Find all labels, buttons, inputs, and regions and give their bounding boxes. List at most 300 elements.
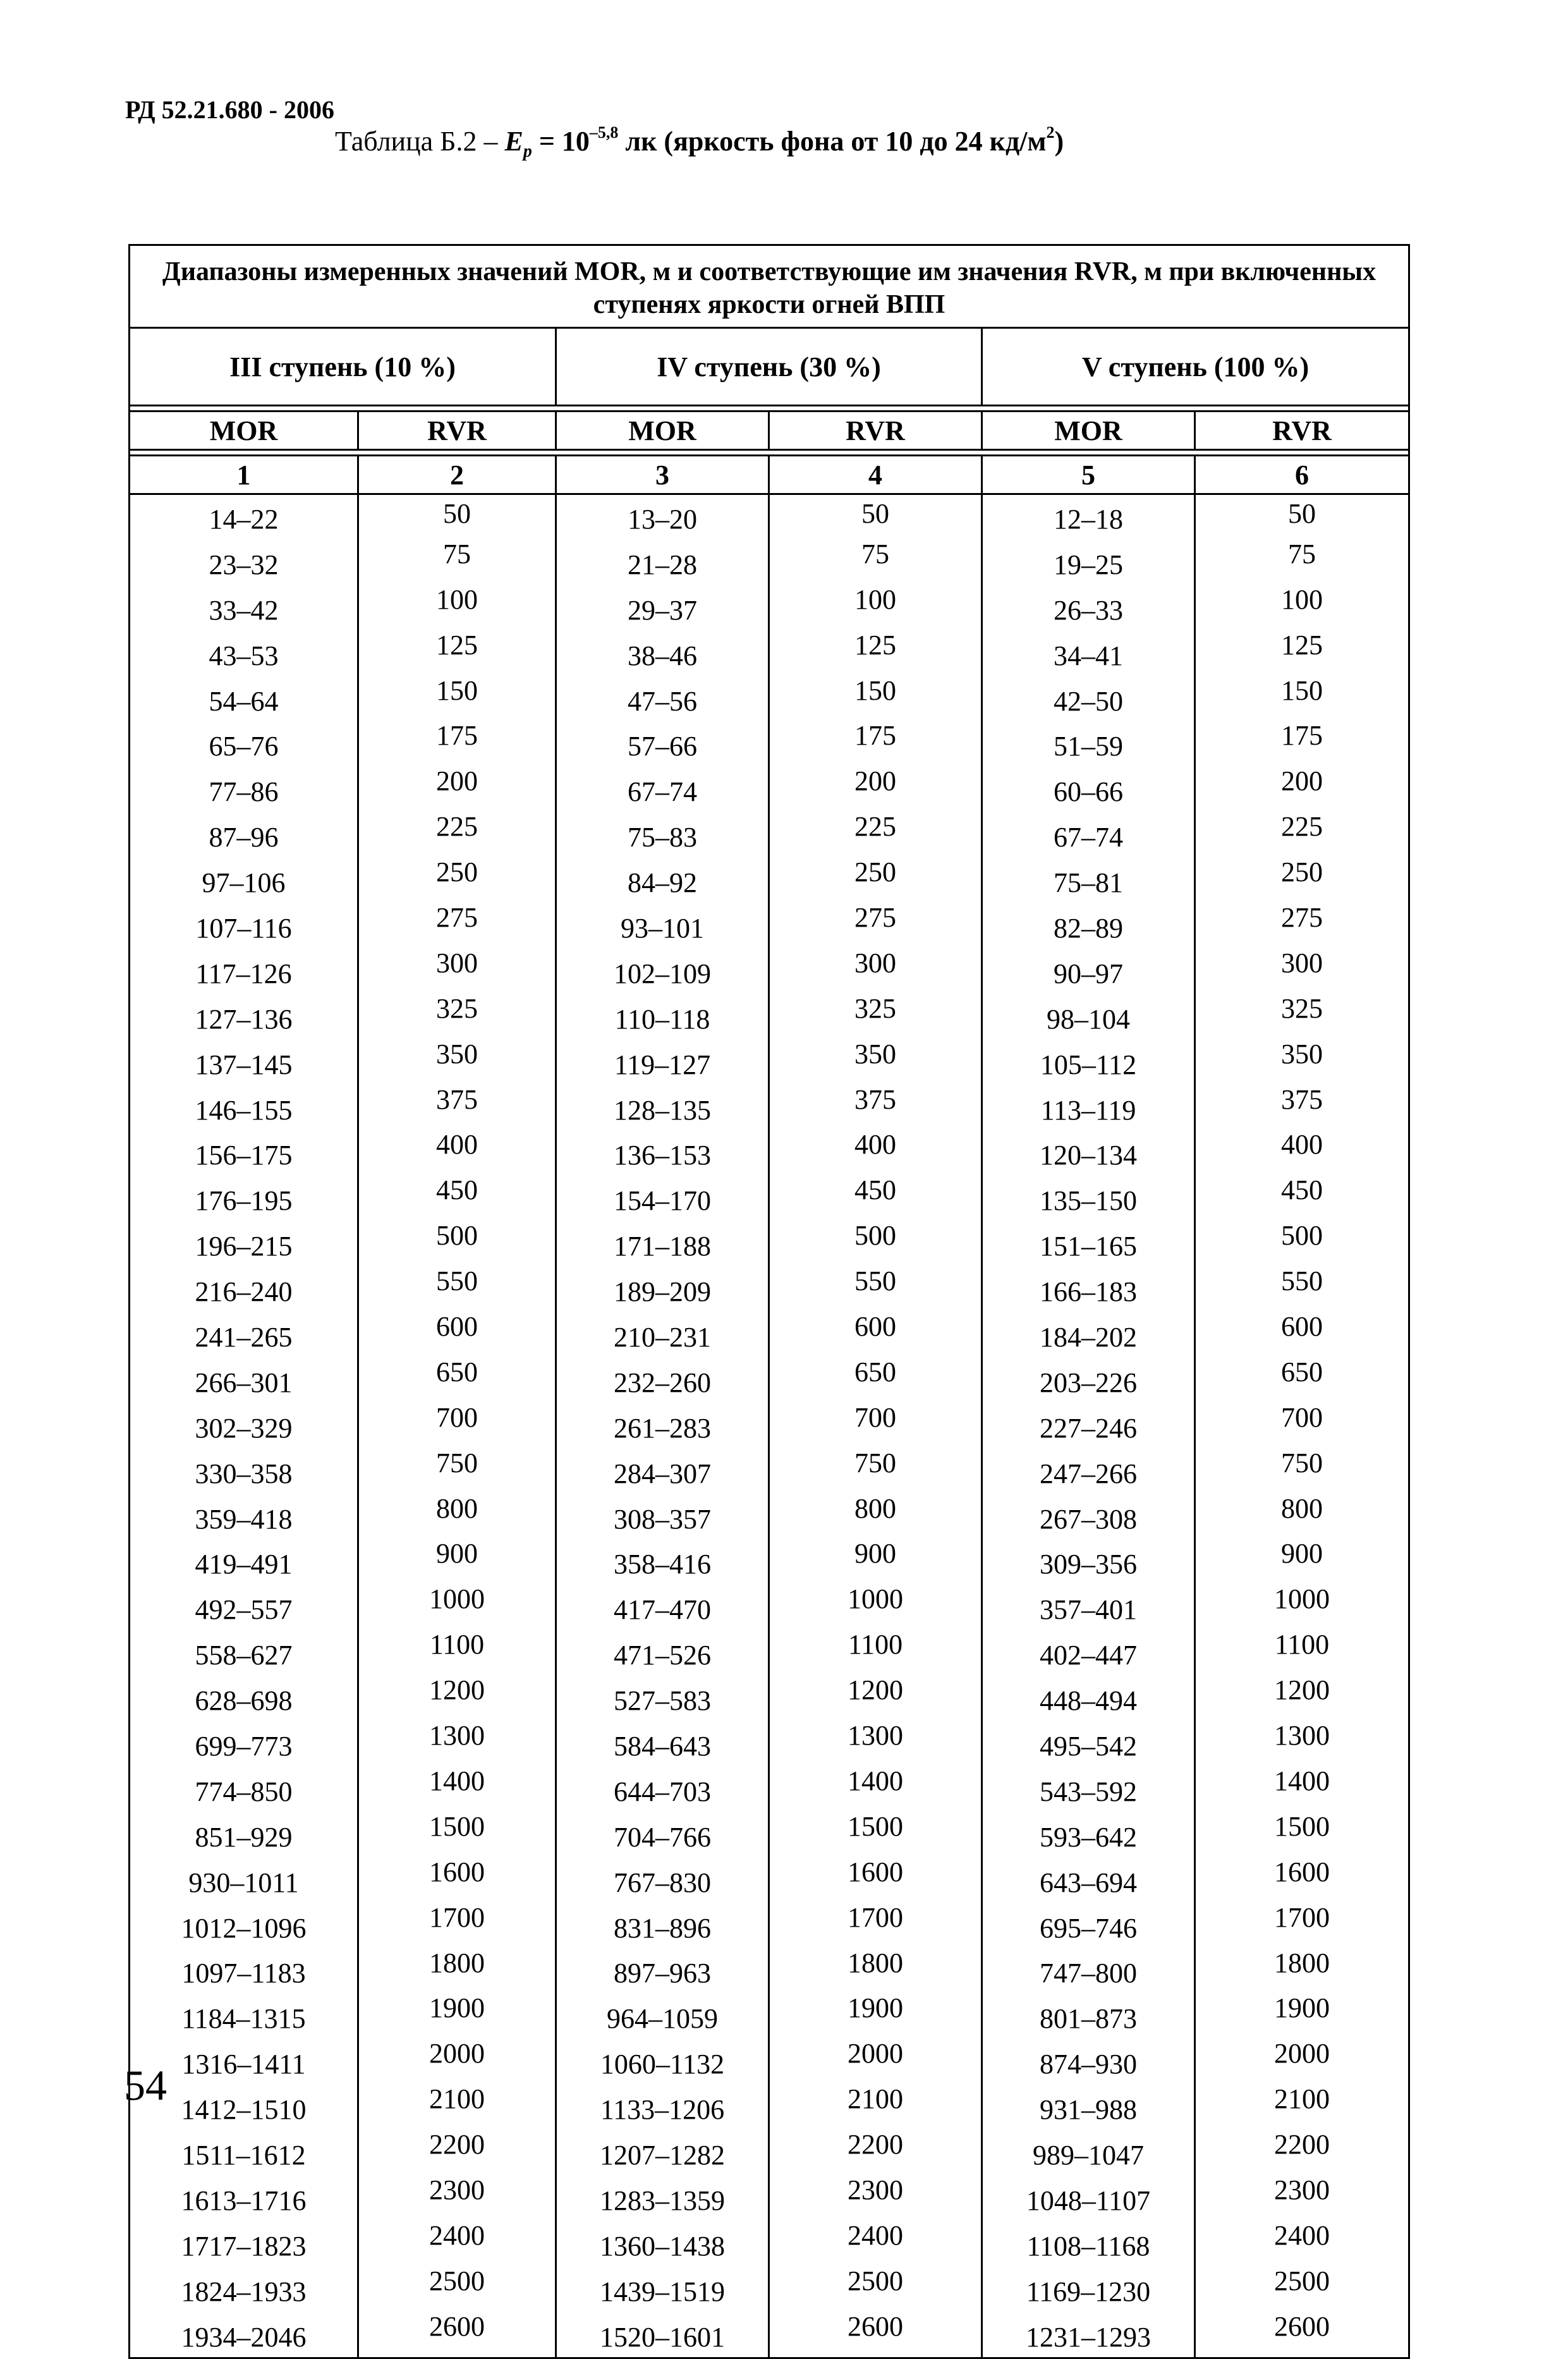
- rvr-cell: 1800: [1195, 1948, 1409, 1994]
- table-row: [130, 1584, 1409, 1630]
- mor-cell: 628–698: [130, 1675, 358, 1721]
- mor-cell: 117–126: [130, 948, 358, 994]
- mor-cell: 128–135: [556, 1085, 769, 1130]
- mor-cell: 156–175: [130, 1130, 358, 1175]
- rvr-cell: 750: [358, 1448, 556, 1494]
- rvr-cell: 250: [1195, 857, 1409, 903]
- rvr-cell: 175: [769, 721, 982, 766]
- header-gap: [130, 406, 1409, 411]
- mor-cell: 931–988: [982, 2084, 1195, 2130]
- mor-cell: 897–963: [556, 1948, 769, 1994]
- rvr-cell: 250: [358, 857, 556, 903]
- rvr-cell: 700: [769, 1403, 982, 1448]
- rvr-cell: 150: [769, 676, 982, 721]
- rvr-cell: 1200: [769, 1675, 982, 1721]
- rvr-cell: 400: [1195, 1130, 1409, 1175]
- header-gap: [130, 450, 1409, 456]
- header-gap-cell: [130, 406, 1409, 411]
- mor-cell: 261–283: [556, 1403, 769, 1448]
- rvr-cell: 1900: [769, 1993, 982, 2039]
- rvr-cell: 100: [769, 585, 982, 630]
- mor-cell: 77–86: [130, 766, 358, 812]
- col-number: 2: [358, 456, 556, 494]
- col-number: 4: [769, 456, 982, 494]
- rvr-cell: 325: [358, 994, 556, 1039]
- rvr-cell: 2300: [358, 2175, 556, 2221]
- mor-cell: 135–150: [982, 1175, 1195, 1221]
- rvr-cell: 175: [358, 721, 556, 766]
- rvr-cell: 2100: [769, 2084, 982, 2130]
- mor-cell: 359–418: [130, 1494, 358, 1539]
- table-row: [130, 1266, 1409, 1312]
- table-row: [130, 1403, 1409, 1448]
- mor-cell: 851–929: [130, 1812, 358, 1857]
- rvr-cell: 600: [358, 1312, 556, 1357]
- mor-cell: 1412–1510: [130, 2084, 358, 2130]
- table-row: [130, 1130, 1409, 1175]
- mor-cell: 1613–1716: [130, 2175, 358, 2221]
- table-row: [130, 903, 1409, 948]
- table-row: [130, 494, 1409, 539]
- rvr-cell: 2600: [358, 2312, 556, 2358]
- mor-cell: 98–104: [982, 994, 1195, 1039]
- mor-cell: 584–643: [556, 1721, 769, 1766]
- mor-cell: 1097–1183: [130, 1948, 358, 1994]
- rvr-cell: 750: [769, 1448, 982, 1494]
- rvr-cell: 400: [358, 1130, 556, 1175]
- rvr-cell: 700: [358, 1403, 556, 1448]
- mor-cell: 105–112: [982, 1039, 1195, 1085]
- col-header: RVR: [358, 411, 556, 450]
- mor-cell: 65–76: [130, 721, 358, 766]
- rvr-cell: 200: [769, 766, 982, 812]
- rvr-cell: 225: [769, 812, 982, 857]
- rvr-cell: 125: [358, 630, 556, 676]
- mor-cell: 33–42: [130, 585, 358, 630]
- caption-prefix: Таблица Б.2 –: [335, 126, 505, 157]
- mor-cell: 87–96: [130, 812, 358, 857]
- rvr-cell: 275: [1195, 903, 1409, 948]
- rvr-cell: 2400: [358, 2221, 556, 2266]
- table-row: [130, 2312, 1409, 2358]
- table-row: [130, 857, 1409, 903]
- table-body: [130, 494, 1409, 2358]
- mor-cell: 247–266: [982, 1448, 1195, 1494]
- mor-cell: 54–64: [130, 676, 358, 721]
- rvr-cell: 450: [358, 1175, 556, 1221]
- mor-cell: 1231–1293: [982, 2312, 1195, 2358]
- table-row: [130, 2266, 1409, 2312]
- mor-cell: 874–930: [982, 2039, 1195, 2084]
- rvr-cell: 650: [1195, 1357, 1409, 1403]
- mor-cell: 42–50: [982, 676, 1195, 721]
- stage-header-iv: IV ступень (30 %): [556, 328, 982, 406]
- rvr-cell: 600: [769, 1312, 982, 1357]
- mor-cell: 21–28: [556, 539, 769, 585]
- table-caption: [335, 125, 1064, 162]
- rvr-cell: 600: [1195, 1312, 1409, 1357]
- rvr-cell: 50: [358, 494, 556, 539]
- rvr-cell: 550: [1195, 1266, 1409, 1312]
- mor-cell: 1060–1132: [556, 2039, 769, 2084]
- mor-cell: 964–1059: [556, 1993, 769, 2039]
- rvr-cell: 1600: [1195, 1857, 1409, 1903]
- rvr-cell: 350: [769, 1039, 982, 1085]
- rvr-cell: 275: [769, 903, 982, 948]
- table-row: [130, 721, 1409, 766]
- table-row: [130, 630, 1409, 676]
- mor-cell: 695–746: [982, 1903, 1195, 1948]
- rvr-cell: 1300: [358, 1721, 556, 1766]
- rvr-cell: 350: [358, 1039, 556, 1085]
- mor-cell: 137–145: [130, 1039, 358, 1085]
- mor-cell: 471–526: [556, 1630, 769, 1675]
- mor-cell: 267–308: [982, 1494, 1195, 1539]
- mor-cell: 1316–1411: [130, 2039, 358, 2084]
- rvr-cell: 1800: [358, 1948, 556, 1994]
- rvr-cell: 650: [358, 1357, 556, 1403]
- rvr-cell: 500: [358, 1221, 556, 1266]
- rvr-cell: 225: [358, 812, 556, 857]
- mor-rvr-table: [128, 244, 1410, 2359]
- rvr-cell: 900: [358, 1539, 556, 1584]
- table-row: [130, 1312, 1409, 1357]
- table-row: [130, 2175, 1409, 2221]
- table-row: [130, 1812, 1409, 1857]
- mor-cell: 93–101: [556, 903, 769, 948]
- table-row: [130, 1539, 1409, 1584]
- rvr-cell: 650: [769, 1357, 982, 1403]
- rvr-cell: 200: [1195, 766, 1409, 812]
- rvr-cell: 800: [1195, 1494, 1409, 1539]
- rvr-cell: 1100: [1195, 1630, 1409, 1675]
- table-row: [130, 1085, 1409, 1130]
- table-row: [130, 1175, 1409, 1221]
- rvr-cell: 350: [1195, 1039, 1409, 1085]
- rvr-cell: 1400: [1195, 1766, 1409, 1812]
- rvr-cell: 1700: [358, 1903, 556, 1948]
- mor-cell: 107–116: [130, 903, 358, 948]
- mor-cell: 216–240: [130, 1266, 358, 1312]
- mor-cell: 1824–1933: [130, 2266, 358, 2312]
- mor-cell: 492–557: [130, 1584, 358, 1630]
- mor-cell: 1207–1282: [556, 2130, 769, 2175]
- rvr-cell: 2200: [358, 2130, 556, 2175]
- rvr-cell: 375: [769, 1085, 982, 1130]
- rvr-cell: 1700: [769, 1903, 982, 1948]
- rvr-cell: 1600: [358, 1857, 556, 1903]
- mor-cell: 330–358: [130, 1448, 358, 1494]
- rvr-cell: 275: [358, 903, 556, 948]
- rvr-cell: 100: [358, 585, 556, 630]
- table-row: [130, 2130, 1409, 2175]
- mor-cell: 75–83: [556, 812, 769, 857]
- mor-cell: 102–109: [556, 948, 769, 994]
- rvr-cell: 500: [1195, 1221, 1409, 1266]
- mor-cell: 1717–1823: [130, 2221, 358, 2266]
- rvr-cell: 300: [358, 948, 556, 994]
- mor-cell: 57–66: [556, 721, 769, 766]
- rvr-cell: 50: [769, 494, 982, 539]
- rvr-cell: 75: [1195, 539, 1409, 585]
- rvr-cell: 150: [1195, 676, 1409, 721]
- rvr-cell: 2000: [769, 2039, 982, 2084]
- rvr-cell: 125: [1195, 630, 1409, 676]
- page-number: 54: [124, 2061, 167, 2109]
- table-row: [130, 766, 1409, 812]
- mor-cell: 1108–1168: [982, 2221, 1195, 2266]
- mor-cell: 127–136: [130, 994, 358, 1039]
- mor-cell: 113–119: [982, 1085, 1195, 1130]
- mor-cell: 417–470: [556, 1584, 769, 1630]
- mor-cell: 1439–1519: [556, 2266, 769, 2312]
- rvr-cell: 2200: [769, 2130, 982, 2175]
- mor-cell: 930–1011: [130, 1857, 358, 1903]
- mor-cell: 67–74: [982, 812, 1195, 857]
- caption-unit-exponent: 2: [1046, 123, 1055, 142]
- mor-cell: 82–89: [982, 903, 1195, 948]
- rvr-cell: 550: [358, 1266, 556, 1312]
- caption-equals: = 10: [532, 126, 590, 157]
- mor-cell: 38–46: [556, 630, 769, 676]
- mor-cell: 495–542: [982, 1721, 1195, 1766]
- rvr-cell: 1500: [358, 1812, 556, 1857]
- col-header: MOR: [556, 411, 769, 450]
- mor-cell: 543–592: [982, 1766, 1195, 1812]
- mor-cell: 110–118: [556, 994, 769, 1039]
- rvr-cell: 500: [769, 1221, 982, 1266]
- caption-exponent: –5,8: [589, 123, 619, 142]
- rvr-cell: 2000: [358, 2039, 556, 2084]
- mor-cell: 527–583: [556, 1675, 769, 1721]
- col-header: MOR: [982, 411, 1195, 450]
- mor-cell: 767–830: [556, 1857, 769, 1903]
- mor-cell: 12–18: [982, 494, 1195, 539]
- mor-cell: 1934–2046: [130, 2312, 358, 2358]
- table-row: [130, 1903, 1409, 1948]
- stage-header-v: V ступень (100 %): [982, 328, 1409, 406]
- mor-cell: 151–165: [982, 1221, 1195, 1266]
- rvr-cell: 2400: [1195, 2221, 1409, 2266]
- mor-cell: 90–97: [982, 948, 1195, 994]
- mor-cell: 284–307: [556, 1448, 769, 1494]
- mor-cell: 29–37: [556, 585, 769, 630]
- table-row: [130, 1857, 1409, 1903]
- col-number: 1: [130, 456, 358, 494]
- mor-cell: 302–329: [130, 1403, 358, 1448]
- rvr-cell: 75: [358, 539, 556, 585]
- mor-cell: 241–265: [130, 1312, 358, 1357]
- rvr-cell: 700: [1195, 1403, 1409, 1448]
- mor-cell: 67–74: [556, 766, 769, 812]
- caption-suffix: лк (яркость фона от 10 до 24 кд/м: [618, 126, 1047, 157]
- table-row: [130, 1630, 1409, 1675]
- rvr-cell: 375: [1195, 1085, 1409, 1130]
- rvr-cell: 300: [769, 948, 982, 994]
- rvr-cell: 2300: [769, 2175, 982, 2221]
- rvr-cell: 1400: [358, 1766, 556, 1812]
- mor-cell: 309–356: [982, 1539, 1195, 1584]
- mor-cell: 699–773: [130, 1721, 358, 1766]
- rvr-cell: 1900: [1195, 1993, 1409, 2039]
- rvr-cell: 2500: [1195, 2266, 1409, 2312]
- mor-cell: 146–155: [130, 1085, 358, 1130]
- mor-cell: 704–766: [556, 1812, 769, 1857]
- mor-cell: 402–447: [982, 1630, 1195, 1675]
- mor-cell: 266–301: [130, 1357, 358, 1403]
- mor-cell: 23–32: [130, 539, 358, 585]
- mor-cell: 1360–1438: [556, 2221, 769, 2266]
- rvr-cell: 125: [769, 630, 982, 676]
- rvr-cell: 1600: [769, 1857, 982, 1903]
- mor-cell: 189–209: [556, 1266, 769, 1312]
- mor-cell: 774–850: [130, 1766, 358, 1812]
- mor-cell: 1520–1601: [556, 2312, 769, 2358]
- mor-cell: 1169–1230: [982, 2266, 1195, 2312]
- rvr-cell: 400: [769, 1130, 982, 1175]
- rvr-cell: 800: [769, 1494, 982, 1539]
- rvr-cell: 2400: [769, 2221, 982, 2266]
- table-row: [130, 948, 1409, 994]
- mor-cell: 166–183: [982, 1266, 1195, 1312]
- table-row: [130, 1766, 1409, 1812]
- rvr-cell: 2600: [769, 2312, 982, 2358]
- col-header: RVR: [1195, 411, 1409, 450]
- table-row: [130, 1948, 1409, 1994]
- mor-cell: 171–188: [556, 1221, 769, 1266]
- mor-cell: 75–81: [982, 857, 1195, 903]
- rvr-cell: 2000: [1195, 2039, 1409, 2084]
- rvr-cell: 2500: [358, 2266, 556, 2312]
- rvr-cell: 450: [1195, 1175, 1409, 1221]
- table-row: [130, 1993, 1409, 2039]
- table-row: [130, 2039, 1409, 2084]
- rvr-cell: 2500: [769, 2266, 982, 2312]
- mor-cell: 120–134: [982, 1130, 1195, 1175]
- mor-cell: 419–491: [130, 1539, 358, 1584]
- mor-cell: 1184–1315: [130, 1993, 358, 2039]
- mor-cell: 154–170: [556, 1175, 769, 1221]
- rvr-cell: 300: [1195, 948, 1409, 994]
- mor-cell: 34–41: [982, 630, 1195, 676]
- mor-cell: 97–106: [130, 857, 358, 903]
- col-number: 5: [982, 456, 1195, 494]
- mor-cell: 176–195: [130, 1175, 358, 1221]
- rvr-cell: 1500: [769, 1812, 982, 1857]
- rvr-cell: 50: [1195, 494, 1409, 539]
- mor-cell: 1048–1107: [982, 2175, 1195, 2221]
- rvr-cell: 1200: [1195, 1675, 1409, 1721]
- rvr-cell: 1000: [769, 1584, 982, 1630]
- rvr-cell: 2200: [1195, 2130, 1409, 2175]
- rvr-cell: 800: [358, 1494, 556, 1539]
- table-row: [130, 585, 1409, 630]
- mor-cell: 232–260: [556, 1357, 769, 1403]
- mor-cell: 210–231: [556, 1312, 769, 1357]
- rvr-cell: 1200: [358, 1675, 556, 1721]
- rvr-cell: 1700: [1195, 1903, 1409, 1948]
- table-row: [130, 1721, 1409, 1766]
- rvr-cell: 1400: [769, 1766, 982, 1812]
- mor-cell: 558–627: [130, 1630, 358, 1675]
- col-header: MOR: [130, 411, 358, 450]
- rvr-cell: 2100: [358, 2084, 556, 2130]
- rvr-cell: 1000: [358, 1584, 556, 1630]
- table-row: [130, 1448, 1409, 1494]
- rvr-cell: 375: [358, 1085, 556, 1130]
- table-row: [130, 2221, 1409, 2266]
- caption-close: ): [1054, 126, 1064, 157]
- mor-cell: 1133–1206: [556, 2084, 769, 2130]
- rvr-cell: 2600: [1195, 2312, 1409, 2358]
- rvr-cell: 150: [358, 676, 556, 721]
- rvr-cell: 1300: [1195, 1721, 1409, 1766]
- mor-cell: 308–357: [556, 1494, 769, 1539]
- col-number: 3: [556, 456, 769, 494]
- mor-cell: 644–703: [556, 1766, 769, 1812]
- mor-cell: 358–416: [556, 1539, 769, 1584]
- mor-cell: 60–66: [982, 766, 1195, 812]
- rvr-cell: 2300: [1195, 2175, 1409, 2221]
- mor-cell: 84–92: [556, 857, 769, 903]
- header-gap-cell: [130, 450, 1409, 456]
- mor-cell: 747–800: [982, 1948, 1195, 1994]
- mor-cell: 1012–1096: [130, 1903, 358, 1948]
- rvr-cell: 200: [358, 766, 556, 812]
- rvr-cell: 1100: [358, 1630, 556, 1675]
- rvr-cell: 2100: [1195, 2084, 1409, 2130]
- rvr-cell: 175: [1195, 721, 1409, 766]
- table-title: Диапазоны измеренных значений MOR, м и соответствующие им значения RVR, м при включенных ступенях яркости огней ВПП: [130, 245, 1409, 328]
- table-row: [130, 2084, 1409, 2130]
- rvr-cell: 325: [1195, 994, 1409, 1039]
- rvr-cell: 450: [769, 1175, 982, 1221]
- table-row: [130, 1221, 1409, 1266]
- mor-cell: 227–246: [982, 1403, 1195, 1448]
- mor-cell: 51–59: [982, 721, 1195, 766]
- rvr-cell: 1900: [358, 1993, 556, 2039]
- rvr-cell: 750: [1195, 1448, 1409, 1494]
- table-row: [130, 812, 1409, 857]
- rvr-cell: 1500: [1195, 1812, 1409, 1857]
- rvr-cell: 325: [769, 994, 982, 1039]
- rvr-cell: 900: [769, 1539, 982, 1584]
- mor-cell: 593–642: [982, 1812, 1195, 1857]
- table-row: [130, 539, 1409, 585]
- col-number: 6: [1195, 456, 1409, 494]
- table-row: [130, 1494, 1409, 1539]
- col-header: RVR: [769, 411, 982, 450]
- mor-cell: 357–401: [982, 1584, 1195, 1630]
- caption-symbol: E: [504, 126, 523, 157]
- stage-header-iii: III ступень (10 %): [130, 328, 556, 406]
- rvr-cell: 1800: [769, 1948, 982, 1994]
- mor-cell: 119–127: [556, 1039, 769, 1085]
- mor-cell: 801–873: [982, 1993, 1195, 2039]
- mor-cell: 643–694: [982, 1857, 1195, 1903]
- mor-cell: 989–1047: [982, 2130, 1195, 2175]
- mor-cell: 1283–1359: [556, 2175, 769, 2221]
- mor-cell: 47–56: [556, 676, 769, 721]
- rvr-cell: 225: [1195, 812, 1409, 857]
- rvr-cell: 550: [769, 1266, 982, 1312]
- mor-cell: 13–20: [556, 494, 769, 539]
- table-row: [130, 1357, 1409, 1403]
- mor-cell: 14–22: [130, 494, 358, 539]
- rvr-cell: 900: [1195, 1539, 1409, 1584]
- caption-subscript: p: [523, 141, 532, 161]
- rvr-cell: 1100: [769, 1630, 982, 1675]
